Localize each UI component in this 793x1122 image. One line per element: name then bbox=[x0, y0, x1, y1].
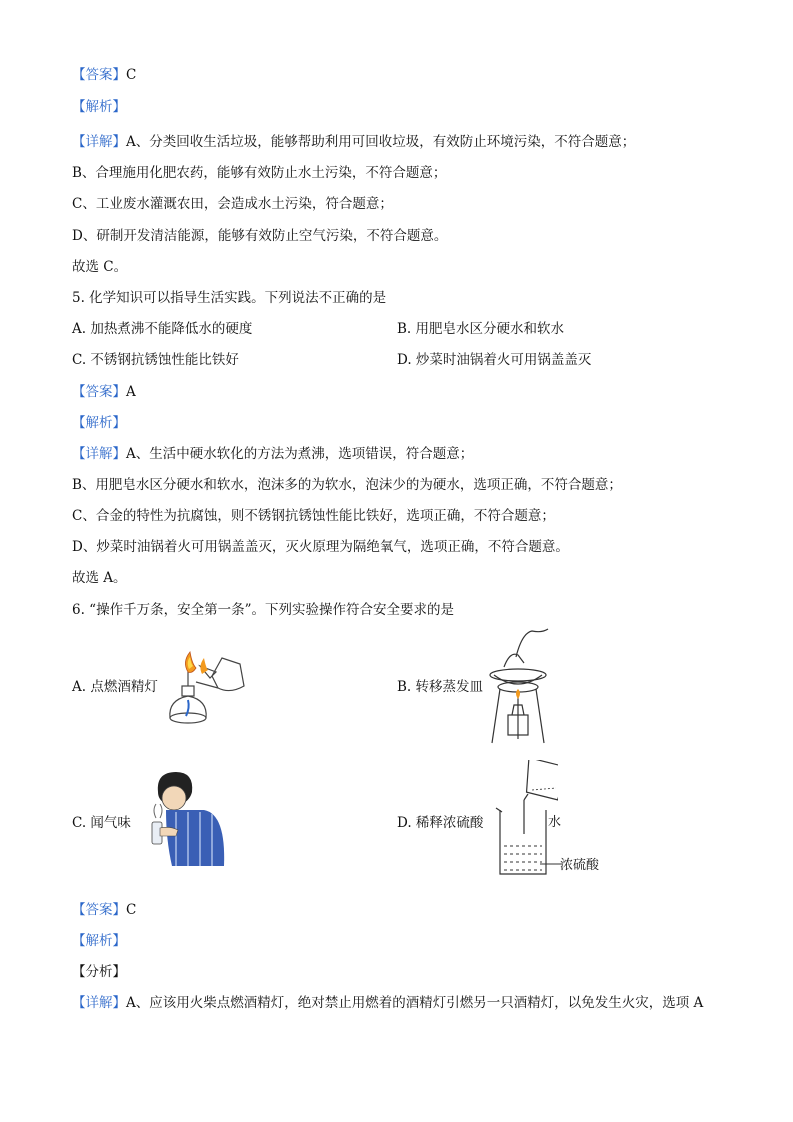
question-stem: 6. “操作千万条，安全第一条”。下列实验操作符合安全要求的是 bbox=[72, 602, 454, 618]
answer-line bbox=[72, 901, 136, 919]
analysis2-tag: 【分析】 bbox=[72, 964, 126, 980]
option-c: C. 不锈钢抗锈蚀性能比铁好 bbox=[72, 352, 239, 368]
acid-leader-line bbox=[540, 862, 562, 866]
analysis-tag: 【解析】 bbox=[72, 99, 126, 115]
detail-line bbox=[72, 994, 703, 1012]
answer-line bbox=[72, 383, 136, 401]
detail-line: D、炒菜时油锅着火可用锅盖盖灭，灭火原理为隔绝氧气，选项正确，不符合题意。 bbox=[72, 539, 569, 555]
option-a: A. 点燃酒精灯 bbox=[72, 679, 158, 695]
option-b: B. 转移蒸发皿 bbox=[397, 679, 484, 695]
option-a: A. 加热煮沸不能降低水的硬度 bbox=[72, 321, 253, 337]
analysis-tag: 【解析】 bbox=[72, 415, 126, 431]
detail-line: C、合金的特性为抗腐蚀，则不锈钢抗锈蚀性能比铁好，选项正确，不符合题意； bbox=[72, 508, 555, 524]
detail-line bbox=[72, 445, 473, 463]
answer-tag: 【答案】 bbox=[72, 67, 126, 83]
water-label: 水 bbox=[548, 815, 562, 830]
detail-text: A、分类回收生活垃圾，能够帮助利用可回收垃圾，有效防止环境污染，不符合题意； bbox=[126, 134, 636, 150]
detail-text: A、生活中硬水软化的方法为煮沸，选项错误，符合题意； bbox=[126, 446, 474, 462]
option-d: D. 炒菜时油锅着火可用锅盖盖灭 bbox=[397, 352, 592, 368]
analysis-tag: 【解析】 bbox=[72, 933, 126, 949]
question-stem: 5. 化学知识可以指导生活实践。下列说法不正确的是 bbox=[72, 290, 387, 306]
detail-line: B、用肥皂水区分硬水和软水，泡沫多的为软水，泡沫少的为硬水，选项正确，不符合题意； bbox=[72, 477, 622, 493]
option-d: D. 稀释浓硫酸 bbox=[397, 815, 484, 831]
detail-line: C、工业废水灌溉农田，会造成水土污染，符合题意； bbox=[72, 196, 393, 212]
evaporating-dish-figure bbox=[486, 627, 556, 745]
acid-label: 浓硫酸 bbox=[560, 858, 600, 873]
conclusion-line: 故选 C。 bbox=[72, 259, 128, 275]
detail-line: D、研制开发清洁能源，能够有效防止空气污染，不符合题意。 bbox=[72, 228, 448, 244]
alcohol-lamp-figure bbox=[160, 642, 250, 732]
option-c: C. 闻气味 bbox=[72, 815, 131, 831]
answer-value: A bbox=[126, 384, 136, 400]
option-b: B. 用肥皂水区分硬水和软水 bbox=[397, 321, 565, 337]
detail-text: A、应该用火柴点燃酒精灯，绝对禁止用燃着的酒精灯引燃另一只酒精灯，以免发生火灾，选项 A bbox=[126, 995, 704, 1011]
answer-tag: 【答案】 bbox=[72, 384, 126, 400]
answer-tag: 【答案】 bbox=[72, 902, 126, 918]
smell-gas-figure bbox=[146, 770, 230, 866]
detail-tag: 【详解】 bbox=[72, 134, 126, 150]
conclusion-line: 故选 A。 bbox=[72, 570, 127, 586]
detail-line: B、合理施用化肥农药，能够有效防止水土污染，不符合题意； bbox=[72, 165, 447, 181]
detail-tag: 【详解】 bbox=[72, 446, 126, 462]
answer-value: C bbox=[126, 67, 137, 83]
detail-tag: 【详解】 bbox=[72, 995, 126, 1011]
answer-line bbox=[72, 66, 136, 84]
answer-value: C bbox=[126, 902, 137, 918]
detail-line bbox=[72, 133, 635, 151]
